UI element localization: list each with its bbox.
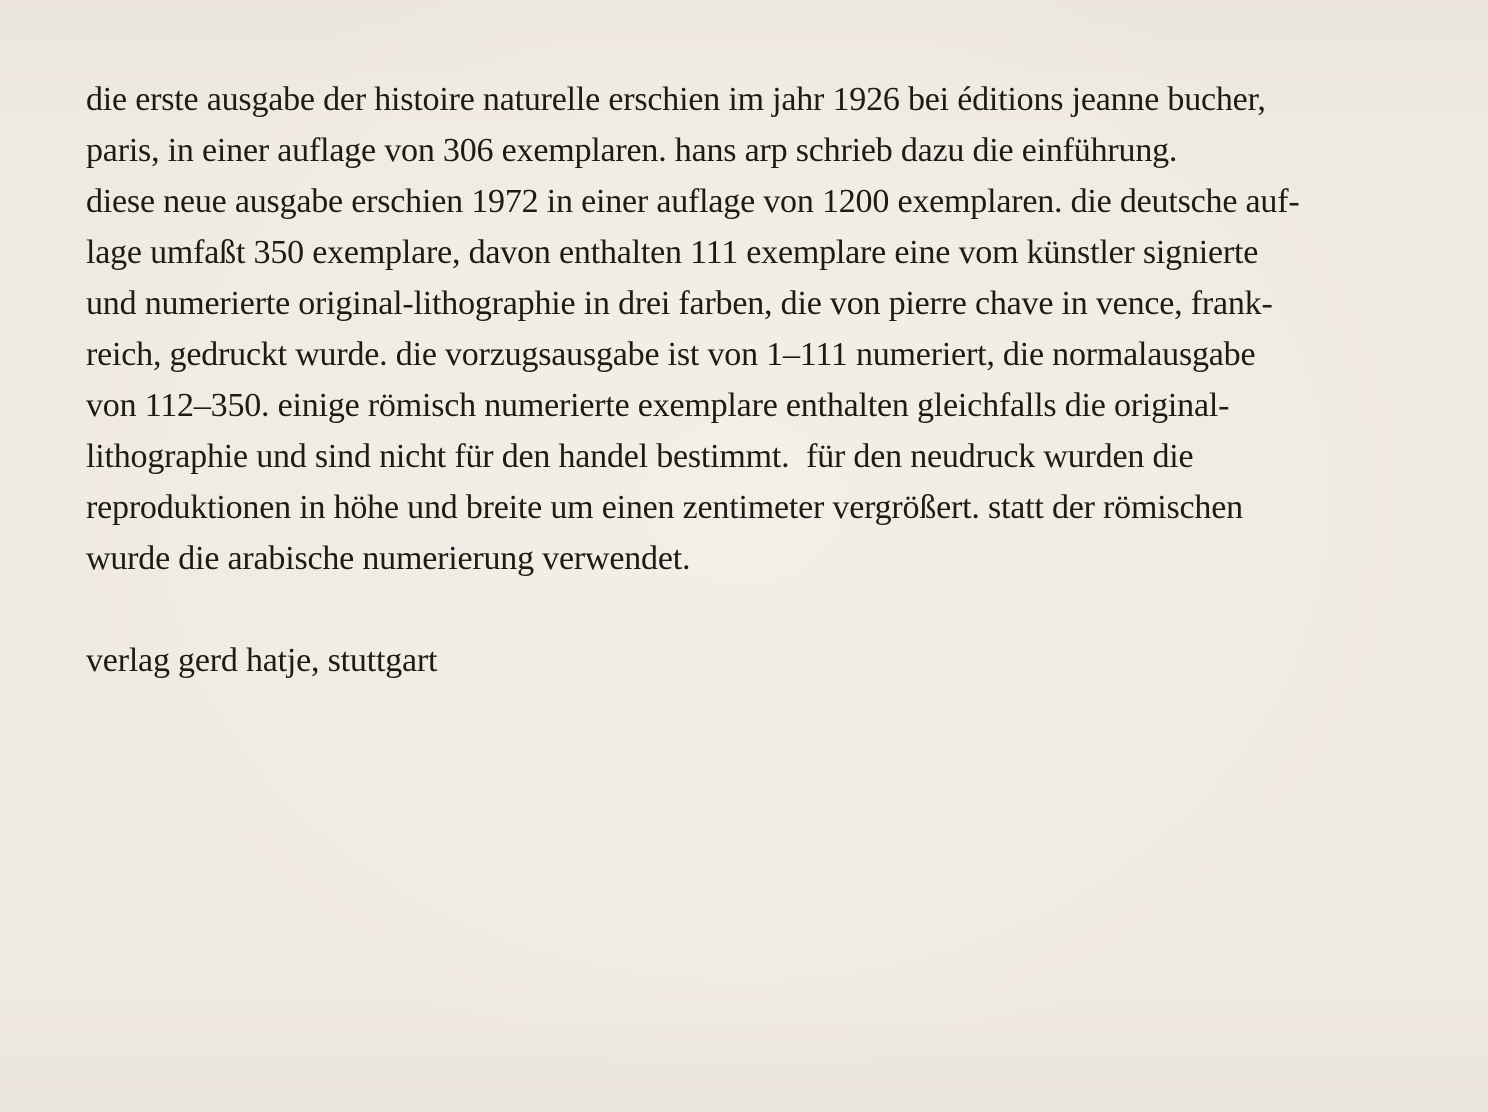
text-line: von 112–350. einige römisch numerierte exemplare enthalten gleichfalls die original-	[86, 387, 1230, 424]
text-line: lage umfaßt 350 exemplare, davon enthalten 111 exemplare eine vom künstler signierte	[86, 234, 1259, 271]
text-line: diese neue ausgabe erschien 1972 in einer auflage von 1200 exemplaren. die deutsche auf-	[86, 183, 1300, 220]
text-line: paris, in einer auflage von 306 exemplaren. hans arp schrieb dazu die einführung.	[86, 132, 1178, 169]
text-line: reproduktionen in höhe und breite um einen zentimeter vergrößert. statt der römischen	[86, 489, 1243, 526]
text-line: wurde die arabische numerierung verwendet.	[86, 540, 691, 577]
text-line: lithographie und sind nicht für den handel bestimmt. für den neudruck wurden die	[86, 438, 1194, 475]
publisher-imprint-line: verlag gerd hatje, stuttgart	[86, 642, 438, 679]
text-line: reich, gedruckt wurde. die vorzugsausgabe ist von 1–111 numeriert, die normalausgabe	[86, 336, 1256, 373]
text-line: die erste ausgabe der histoire naturelle erschien im jahr 1926 bei éditions jeanne bucher,	[86, 81, 1266, 118]
colophon-text-block	[86, 74, 1438, 686]
text-line: und numerierte original-lithographie in drei farben, die von pierre chave in vence, frank-	[86, 285, 1273, 322]
